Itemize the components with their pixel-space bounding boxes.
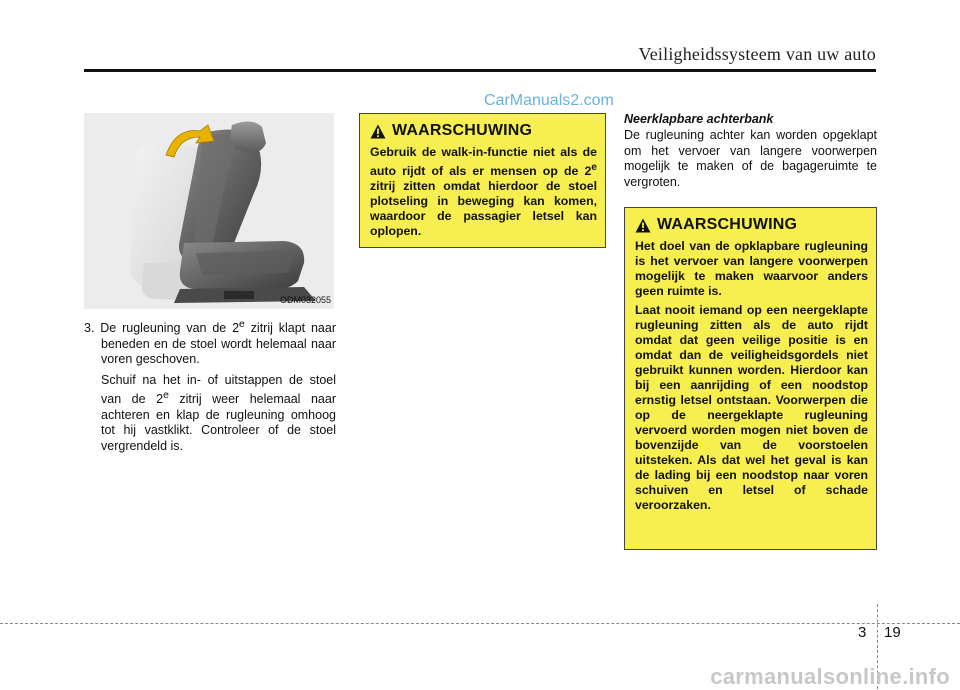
warning-paragraph-2: Laat nooit iemand op een neergeklapte rugleuning zitten als de auto rijdt omdat dat geen veilige positie is en omdat dan de veiligheidsgordels niet gebruikt kunnen worden. Hierdoor kan bij een aanrijding of een noodstop ernstig letsel ontstaan. Voorwerpen die op de neergeklapte rugleuning vervoerd worden mogen niet boven de bovenzijde van de voorstoelen uitsteken. Als dat wel het geval is kan de lading bij een noodstop naar voren schuiven en letsel of schade veroorzaken.	[635, 303, 868, 512]
warning-box-walk-in	[359, 113, 606, 248]
para2-sup: e	[163, 390, 169, 402]
step-text-part2: zitrij klapt naar beneden en de stoel wordt helemaal naar voren geschoven.	[101, 321, 336, 367]
warning-title: WAARSCHUWING	[392, 122, 533, 139]
warning-triangle-icon	[370, 124, 386, 139]
warning-text	[370, 145, 597, 239]
instruction-text	[84, 317, 336, 459]
warning-paragraph-1: Het doel van de opklapbare rugleuning is het vervoer van langere voorwerpen mogelijk te maken waarvoor anders geen ruimte is.	[635, 239, 868, 298]
step-sup: e	[239, 319, 245, 330]
page-header-title: Veiligheidssysteem van uw auto	[638, 44, 876, 64]
folding-seat-drawing	[84, 113, 334, 309]
step-3-continued	[84, 373, 336, 455]
step-text-part1: De rugleuning van de 2	[100, 321, 240, 336]
figure-code: ODM032055	[279, 295, 331, 305]
warning-body	[370, 145, 597, 239]
step-number: 3.	[84, 321, 95, 336]
warning-body	[635, 239, 868, 513]
footer-rule	[0, 623, 960, 624]
watermark-bottom-link[interactable]: carmanualsonline.info	[710, 664, 950, 689]
seat-illustration	[84, 113, 334, 309]
section-body: De rugleuning achter kan worden opgeklapt om het vervoer van langere voorwerpen mogelijk te maken of de bagageruimte te vergroten.	[624, 128, 877, 189]
header-rule	[84, 69, 876, 72]
section-heading: Neerklapbare achterbank	[624, 112, 774, 126]
step-3	[84, 317, 336, 368]
warning-sup: e	[591, 162, 597, 173]
warning-text-part2: zitrij zitten omdat hierdoor de stoel plotseling in beweging kan komen, waardoor de passagier letsel kan oplopen.	[370, 179, 597, 239]
warning-title: WAARSCHUWING	[657, 216, 798, 233]
page-number: 19	[884, 624, 901, 641]
warning-header	[635, 216, 868, 234]
warning-triangle-icon	[635, 218, 651, 233]
warning-box-folding-seat	[624, 207, 877, 550]
para2-part2: zitrij weer helemaal naar achteren en klap de rugleuning omhoog tot hij vastklikt. Controleer of de stoel vergrendeld is.	[101, 392, 336, 453]
chapter-number: 3	[858, 624, 867, 641]
para2-part1: Schuif na het in- of uitstappen de stoel van de 2	[101, 372, 336, 407]
watermark-link[interactable]: CarManuals2.com	[484, 92, 614, 109]
warning-header	[370, 122, 597, 140]
warning-text-part1: Gebruik de walk-in-functie niet als de auto rijdt of als er mensen op de 2	[370, 145, 597, 179]
